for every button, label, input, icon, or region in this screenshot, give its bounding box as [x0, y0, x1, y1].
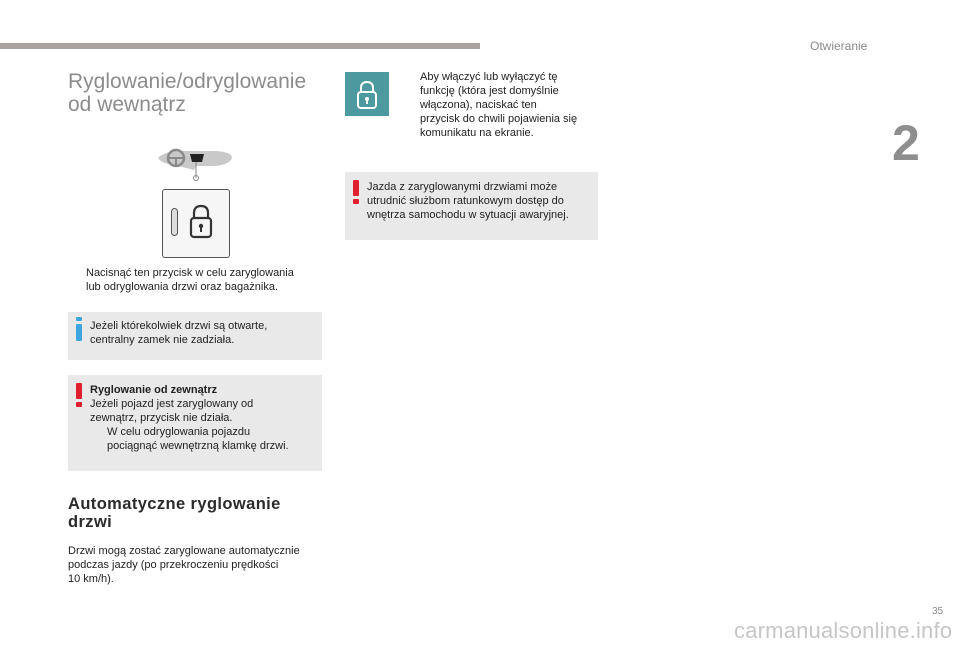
- lock-instruction: Nacisnąć ten przycisk w celu zaryglowania lub odryglowania drzwi oraz bagażnika.: [86, 267, 294, 293]
- lock-button-illustration: [162, 189, 230, 258]
- console-highlight-icon: [190, 154, 204, 162]
- warning-bullet: W celu odryglowania pojazdu pociągnąć wewnętrzną klamkę drzwi.: [107, 426, 289, 452]
- auto-lock-instruction: Aby włączyć lub wyłączyć tę funkcję (która jest domyślnie włączona), naciskać ten przycisk do chwili pojawienia się komunikatu na ekranie.: [420, 71, 578, 139]
- page-number: 35: [932, 606, 944, 617]
- auto-lock-description: Drzwi mogą zostać zaryglowane automatycznie podczas jazdy (po przekroczeniu prędkości 10 km/h).: [68, 545, 300, 585]
- section-heading: Automatyczne ryglowanie drzwi: [68, 495, 281, 531]
- info-icon: [76, 317, 82, 341]
- warning-heading: Ryglowanie od zewnątrz: [90, 384, 218, 396]
- page-title-line-2: od wewnątrz: [68, 93, 186, 116]
- page-title: [68, 70, 306, 116]
- chapter-number: 2: [892, 115, 920, 171]
- warning-icon: [353, 180, 359, 204]
- warning-icon: [76, 383, 82, 407]
- section-name: Otwieranie: [810, 39, 868, 53]
- dashboard-illustration: [156, 148, 234, 182]
- page-title-line-1: Ryglowanie/odryglowanie: [68, 70, 307, 93]
- watermark: carmanualsonline.info: [734, 618, 953, 643]
- warning-box-exterior-lock: Ryglowanie od zewnątrz Jeżeli pojazd jest zaryglowany od zewnątrz, przycisk nie działa. W celu odryglowania pojazdu pociągnąć wewnętrzną klamkę drzwi.: [68, 375, 322, 471]
- lock-button-tile: [345, 72, 389, 116]
- indicator-slot-icon: [171, 208, 178, 236]
- header-rule: [0, 43, 480, 49]
- padlock-icon: [189, 204, 213, 240]
- warning-box-locked-driving: Jazda z zaryglowanymi drzwiami może utrudnić służbom ratunkowym dostęp do wnętrza samochodu w sytuacji awaryjnej.: [345, 172, 598, 240]
- info-box: Jeżeli którekolwiek drzwi są otwarte, centralny zamek nie zadziała.: [68, 312, 322, 360]
- lock-icon: [355, 80, 379, 110]
